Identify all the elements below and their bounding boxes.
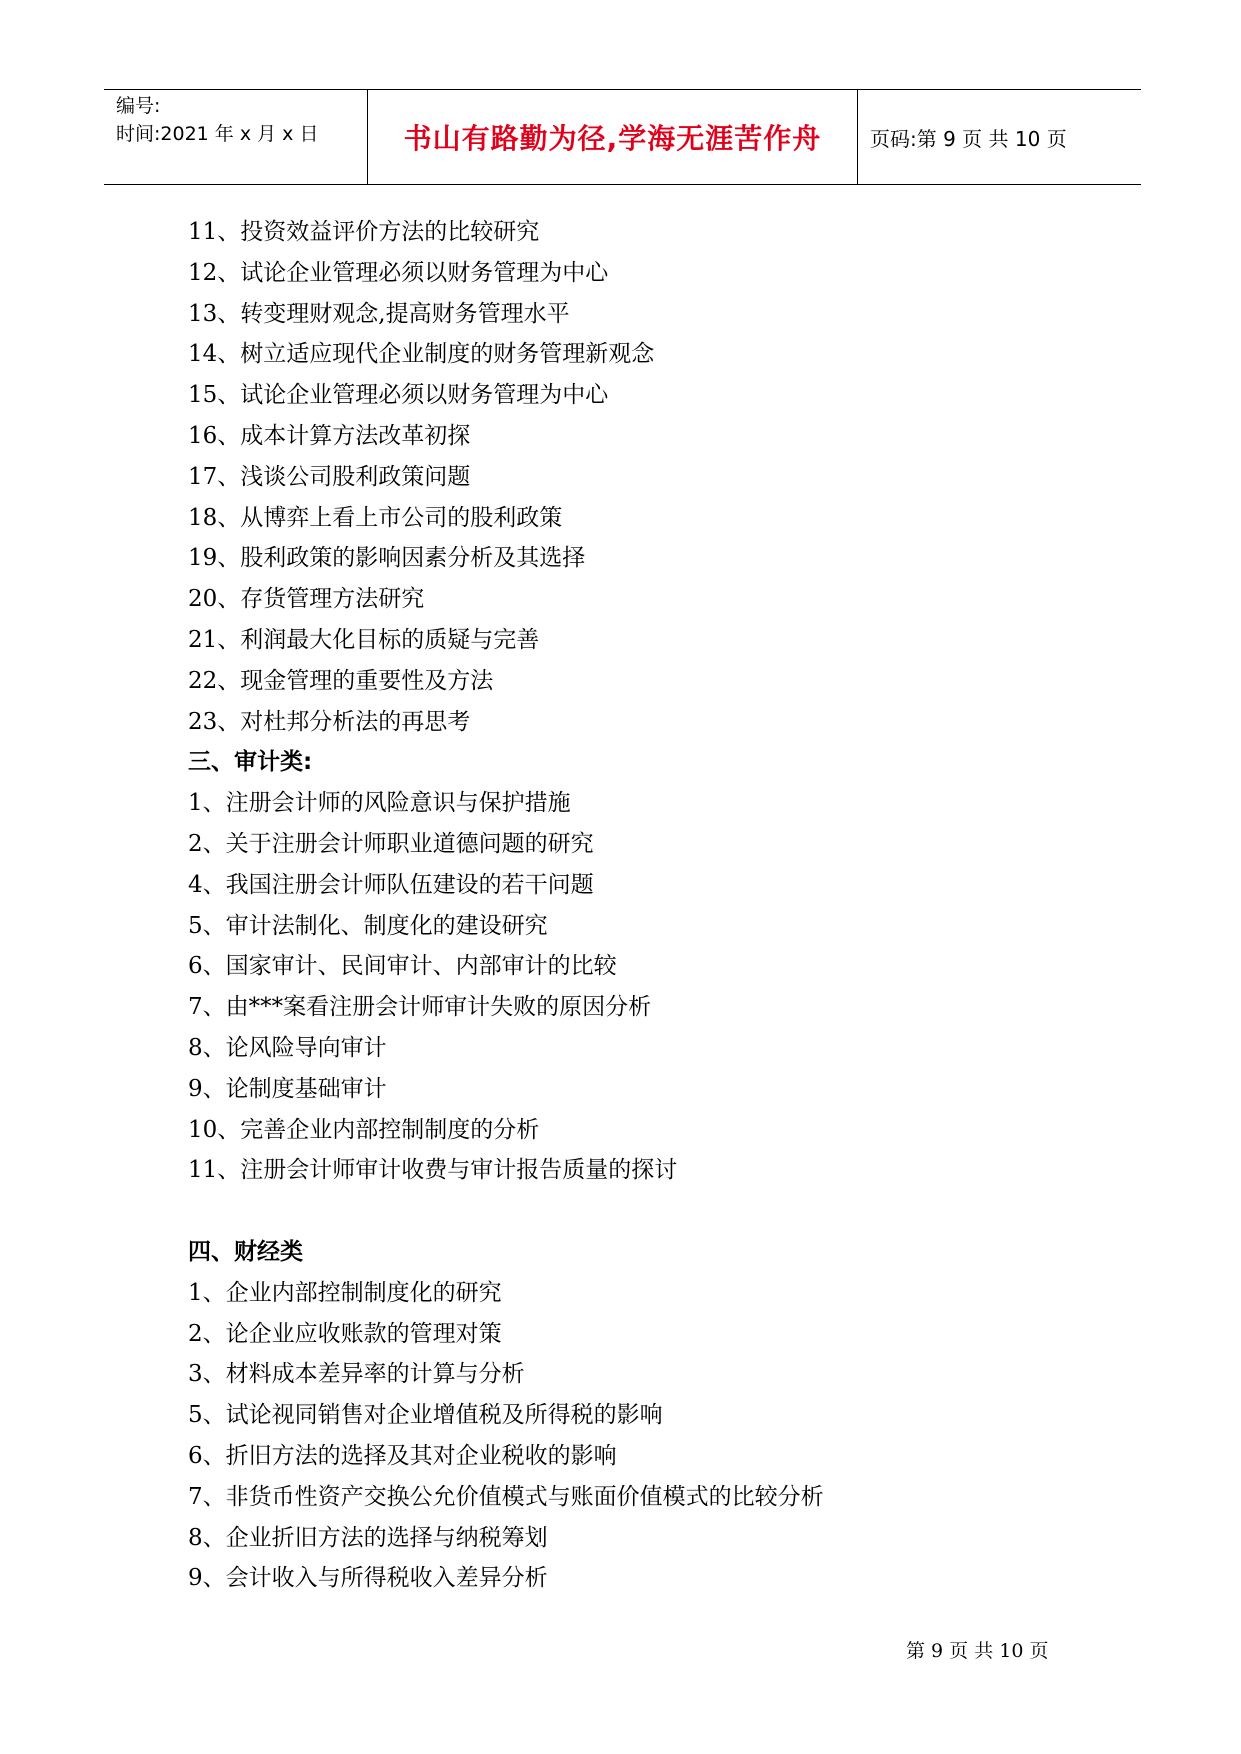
list-item: 21、利润最大化目标的质疑与完善: [188, 626, 540, 653]
list-item: 9、会计收入与所得税收入差异分析: [188, 1565, 548, 1592]
list-item: 3、材料成本差异率的计算与分析: [188, 1361, 525, 1388]
list-item: 12、试论企业管理必须以财务管理为中心: [188, 259, 609, 286]
blank-line: [188, 1191, 1088, 1232]
list-item: 2、关于注册会计师职业道德问题的研究: [188, 830, 594, 857]
list-item: 8、论风险导向审计: [188, 1034, 387, 1061]
list-item: 5、试论视同销售对企业增值税及所得税的影响: [188, 1402, 663, 1429]
list-item: 1、注册会计师的风险意识与保护措施: [188, 790, 571, 817]
doc-time-label: 时间:2021 年 x 月 x 日: [116, 123, 319, 145]
list-item: 19、股利政策的影响因素分析及其选择: [188, 545, 586, 572]
list-item: 16、成本计算方法改革初探: [188, 422, 471, 449]
page-footer: 第 9 页 共 10 页: [906, 1640, 1049, 1662]
list-item: 11、投资效益评价方法的比较研究: [188, 219, 540, 245]
list-item: 15、试论企业管理必须以财务管理为中心: [188, 382, 609, 409]
header-page-info: 页码:第 9 页 共 10 页: [870, 126, 1067, 151]
section-heading-audit: 三、审计类:: [188, 749, 313, 776]
header-motto: 书山有路勤为径,学海无涯苦作舟: [403, 122, 822, 155]
list-item: 20、存货管理方法研究: [188, 586, 425, 613]
list-item: 7、非货币性资产交换公允价值模式与账面价值模式的比较分析: [188, 1483, 824, 1510]
document-body: [188, 212, 1088, 1599]
header-page-cell: [858, 90, 1141, 184]
doc-number-label: 编号:: [116, 95, 161, 117]
list-item: 2、论企业应收账款的管理对策: [188, 1320, 502, 1347]
list-item: 7、由***案看注册会计师审计失败的原因分析: [188, 994, 652, 1021]
list-item: 6、折旧方法的选择及其对企业税收的影响: [188, 1442, 617, 1469]
list-item: 14、树立适应现代企业制度的财务管理新观念: [188, 341, 655, 368]
list-item: 18、从博弈上看上市公司的股利政策: [188, 504, 563, 531]
list-item: 5、审计法制化、制度化的建设研究: [188, 912, 548, 939]
list-item: 1、企业内部控制制度化的研究: [188, 1279, 502, 1306]
list-item: 6、国家审计、民间审计、内部审计的比较: [188, 953, 617, 980]
header-meta: [104, 90, 368, 184]
list-item: 23、对杜邦分析法的再思考: [188, 708, 471, 735]
list-item: 4、我国注册会计师队伍建设的若干问题: [188, 871, 594, 898]
list-item: 9、论制度基础审计: [188, 1075, 387, 1102]
list-item: 22、现金管理的重要性及方法: [188, 667, 494, 694]
list-item: 13、转变理财观念,提高财务管理水平: [188, 300, 570, 327]
page-header: [104, 89, 1141, 185]
list-item: 11、注册会计师审计收费与审计报告质量的探讨: [188, 1157, 678, 1184]
list-item: 17、浅谈公司股利政策问题: [188, 463, 471, 490]
list-item: 10、完善企业内部控制制度的分析: [188, 1116, 540, 1143]
section-heading-economics: 四、财经类: [188, 1238, 303, 1265]
header-motto-cell: [368, 90, 858, 184]
list-item: 8、企业折旧方法的选择与纳税筹划: [188, 1524, 548, 1551]
